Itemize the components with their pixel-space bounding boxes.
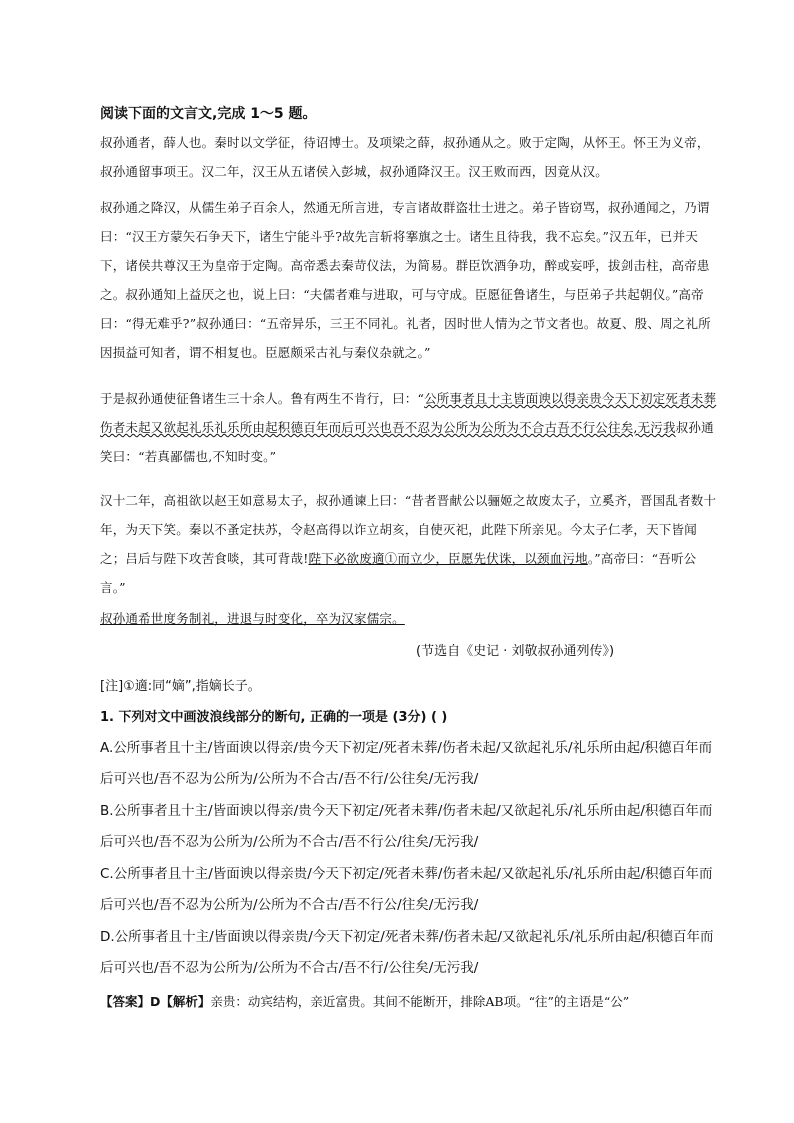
passage-paragraph-1: 叔孙通者，薛人也。秦时以文学征，待诏博士。及项梁之薛，叔孙通从之。败于定陶，从怀王。怀王为义帝，叔孙通留事项王。汉二年，汉王从五诸侯入彭城，叔孙通降汉王。汉王败而西，因竟从汉。 bbox=[100, 135, 710, 179]
footnote: [注]①適:同“嫡”,指嫡长子。 bbox=[100, 679, 261, 694]
passage-paragraph-4 bbox=[100, 486, 720, 602]
passage-paragraph-3 bbox=[100, 384, 720, 471]
passage-paragraph-2: 叔孙通之降汉，从儒生弟子百余人，然通无所言进，专言诸故群盗壮士进之。弟子皆窃骂，叔孙通闻之，乃谓曰：“汉王方蒙矢石争天下，诸生宁能斗乎?故先言斩将搴旗之士。诸生且待我，我不忘矣。”汉五年，已并天下，诸侯共尊汉王为皇帝于定陶。高帝悉去秦苛仪法，为简易。群臣饮酒争功，醉或妄呼，拔剑击柱，高帝患之。叔孙通知上益厌之也，说上曰：“夫儒者难与进取，可与守成。臣愿征鲁诸生，与臣弟子共起朝仪。”高帝曰：“得无难乎?”叔孙通曰：“五帝异乐，三王不同礼。礼者，因时世人情为之节文者也。故夏、殷、周之礼所因损益可知者，谓不相复也。臣愿颇采古礼与秦仪杂就之。” bbox=[100, 200, 711, 360]
wavy-underlined-text: 公所事者且十主皆面谀以得亲贵今天下初定死者未葬伤者未起又欲起礼乐礼乐所由起积德百年而后可兴也吾不忍为公所为公所为不合古吾不行公往矣,无污我 bbox=[100, 391, 717, 435]
passage-paragraph-5: 叔孙通希世度务制礼，进退与时变化，卒为汉家儒宗。 bbox=[100, 611, 405, 626]
option-a: A.公所事者且十主/皆面谀以得亲/贵今天下初定/死者未葬/伤者未起/又欲起礼乐/礼乐所由起/积德百年而后可兴也/吾不忍为公所为/公所为不合古/吾不行/公往矣/无污我/ bbox=[100, 740, 713, 787]
section-title: 阅读下面的文言文,完成 1～5 题。 bbox=[100, 106, 317, 122]
option-b: B.公所事者且十主/皆面谀以得亲/贵今天下初定/死者未葬/伤者未起/又欲起礼乐/礼乐所由起/积德百年而后可兴也/吾不忍为公所为/公所为不合古/吾不行公/往矣/无污我/ bbox=[100, 803, 713, 850]
para4-lead: 汉十二年，高祖欲以赵王如意易太子，叔孙通谏上曰：“昔者晋献公以骊姬之故废太子，立奚齐，晋国乱者数十年，为天下笑。秦以不蚤定扶苏，令赵高得以诈立胡亥，自使灭祀，此陛下所亲见。今太子仁孝，天下皆闻之；吕后与陛下攻苦食啖，其可背哉! bbox=[100, 493, 717, 566]
para4-tail: 。”高帝曰：“吾听公言。” bbox=[100, 551, 697, 595]
para3-tail: 叔孙通笑曰：“若真鄙儒也,不知时变。” bbox=[100, 420, 714, 464]
para3-lead: 于是叔孙通使征鲁诸生三十余人。鲁有两生不肯行，曰：“ bbox=[100, 391, 425, 406]
question-1: 1. 下列对文中画波浪线部分的断句, 正确的一项是 (3分) ( ) bbox=[100, 710, 448, 725]
answer-text: 亲贵：动宾结构，亲近富贵。其间不能断开，排除AB项。“往”的主语是“公” bbox=[210, 994, 630, 1009]
answer-explanation bbox=[100, 992, 725, 1010]
option-c: C.公所事者且十主/皆面谀以得亲贵/今天下初定/死者未葬/伤者未起/又欲起礼乐/礼乐所由起/积德百年而后可兴也/吾不忍为公所为/公所为不合古/吾不行公/往矣/无污我/ bbox=[100, 866, 713, 913]
underlined-text: 陛下必欲废適①而立少，臣愿先伏诛，以颈血污地 bbox=[308, 551, 588, 566]
source-citation: (节选自《史记 · 刘敬叔孙通列传》) bbox=[416, 644, 615, 659]
option-d: D.公所事者且十主/皆面谀以得亲贵/今天下初定/死者未葬/伤者未起/又欲起礼乐/礼乐所由起/积德百年而后可兴也/吾不忍为公所为/公所为不合古/吾不行/公往矣/无污我/ bbox=[100, 929, 714, 976]
answer-label: 【答案】D【解析】 bbox=[100, 994, 211, 1009]
